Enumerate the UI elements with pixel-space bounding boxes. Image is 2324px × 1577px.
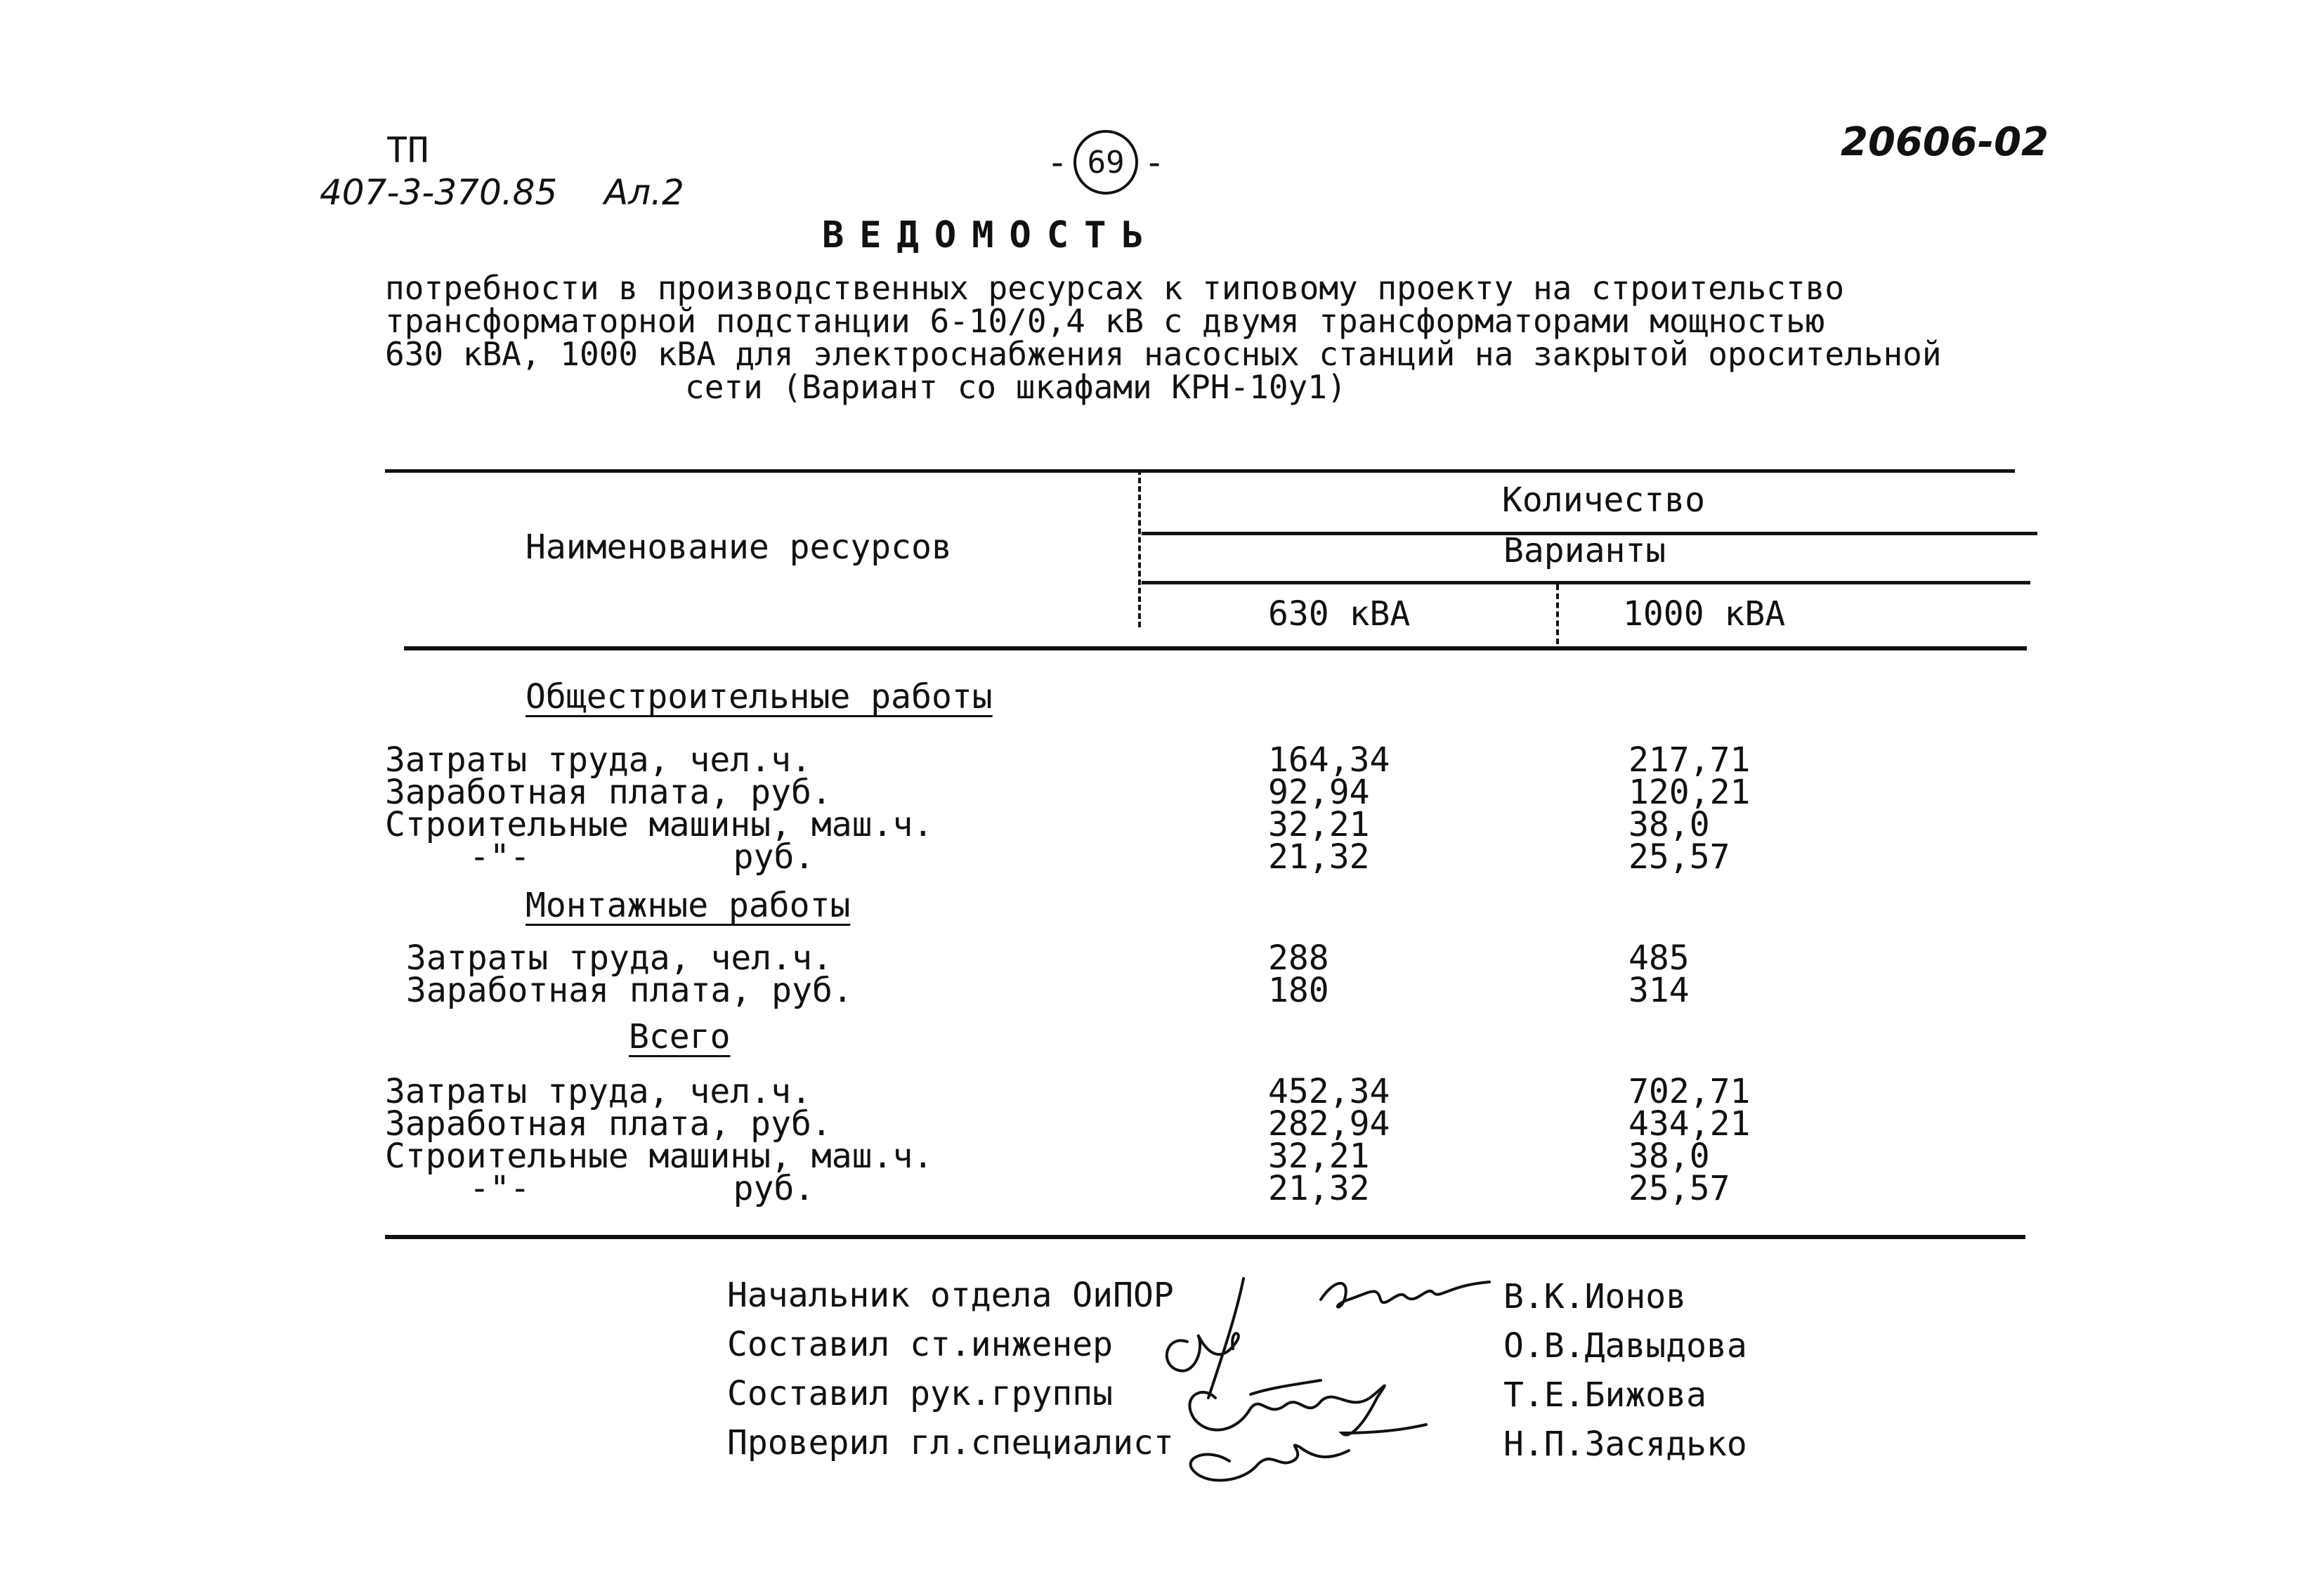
table-top-rule (385, 469, 2015, 473)
row-value-630: 180 (1268, 971, 1329, 1010)
album-label: Ал.2 (604, 172, 684, 213)
signature-name: Т.Е.Бижова (1503, 1375, 1706, 1415)
table-bottom-rule (385, 1235, 2025, 1239)
variants-vertical-divider (1556, 584, 1559, 644)
row-name: Затраты труда, чел.ч. (385, 740, 811, 780)
row-name: Заработная плата, руб. (406, 971, 853, 1010)
page-number-circle (1073, 130, 1138, 195)
page-number-value: 69 (1087, 144, 1125, 181)
header-vertical-divider (1138, 469, 1141, 627)
row-name: Строительные машины, маш.ч. (385, 805, 934, 844)
variants-header: Варианты (1503, 531, 1666, 570)
row-value-630: 32,21 (1268, 1137, 1370, 1176)
signature-role: Составил ст.инженер (727, 1325, 1114, 1364)
col-1000-header: 1000 кВА (1623, 594, 1786, 634)
row-name: Строительные машины, маш.ч. (385, 1137, 934, 1176)
row-value-1000: 38,0 (1628, 805, 1710, 844)
title-line-2: трансформаторной подстанции 6-10/0,4 кВ с двумя трансформаторами мощностью (385, 302, 1825, 340)
signature-name: Н.П.Засядько (1503, 1425, 1747, 1464)
signature-name: О.В.Давыдова (1503, 1326, 1747, 1366)
row-name: Заработная плата, руб. (385, 1104, 832, 1144)
document-title: ВЕДОМОСТЬ (822, 214, 1159, 256)
signature-role: Составил рук.группы (727, 1374, 1114, 1413)
row-value-1000: 25,57 (1628, 1169, 1730, 1208)
row-value-1000: 38,0 (1628, 1137, 1710, 1176)
project-code: 407-3-370.85 (320, 172, 558, 213)
col-630-header: 630 кВА (1268, 594, 1411, 634)
col-name-header: Наименование ресурсов (525, 528, 952, 567)
signature-role: Начальник отдела ОиПОР (727, 1276, 1174, 1315)
row-value-1000: 25,57 (1628, 837, 1730, 877)
quantity-header: Количество (1502, 480, 1705, 520)
page-number: - 69 - (1047, 130, 1165, 195)
title-line-4: сети (Вариант со шкафами КРН-10у1) (685, 368, 1347, 406)
title-line-3: 630 кВА, 1000 кВА для электроснабжения насосных станций на закрытой оросительной (385, 335, 1942, 373)
row-name: Затраты труда, чел.ч. (385, 1072, 811, 1111)
row-value-630: 452,34 (1268, 1072, 1390, 1111)
row-value-1000: 434,21 (1628, 1104, 1751, 1144)
row-value-630: 164,34 (1268, 740, 1390, 780)
section-title: Общестроительные работы (525, 677, 993, 716)
row-value-1000: 217,71 (1628, 740, 1751, 780)
handwritten-signatures (1138, 1257, 1503, 1496)
row-name: -"- руб. (469, 1169, 815, 1208)
row-value-1000: 120,21 (1628, 773, 1751, 812)
header-bottom-rule (404, 646, 2027, 650)
row-value-630: 21,32 (1268, 837, 1370, 877)
row-name: Затраты труда, чел.ч. (406, 938, 833, 978)
row-value-630: 21,32 (1268, 1169, 1370, 1208)
section-title: Всего (629, 1017, 731, 1056)
row-value-630: 32,21 (1268, 805, 1370, 844)
row-value-1000: 485 (1628, 938, 1690, 978)
row-value-630: 288 (1268, 938, 1329, 978)
row-value-1000: 702,71 (1628, 1072, 1751, 1111)
doc-number: 20606-02 (1841, 119, 2049, 165)
variants-underline (1142, 581, 2030, 584)
row-value-630: 282,94 (1268, 1104, 1390, 1144)
row-name: -"- руб. (469, 837, 815, 877)
row-name: Заработная плата, руб. (385, 773, 832, 812)
signature-role: Проверил гл.специалист (727, 1423, 1174, 1463)
row-value-1000: 314 (1628, 971, 1690, 1010)
tp-label: ТП (386, 130, 429, 171)
section-title: Монтажные работы (525, 886, 851, 925)
row-value-630: 92,94 (1268, 773, 1370, 812)
title-line-1: потребности в производственных ресурсах к типовому проекту на строительство (385, 269, 1845, 307)
signature-name: В.К.Ионов (1503, 1277, 1687, 1316)
